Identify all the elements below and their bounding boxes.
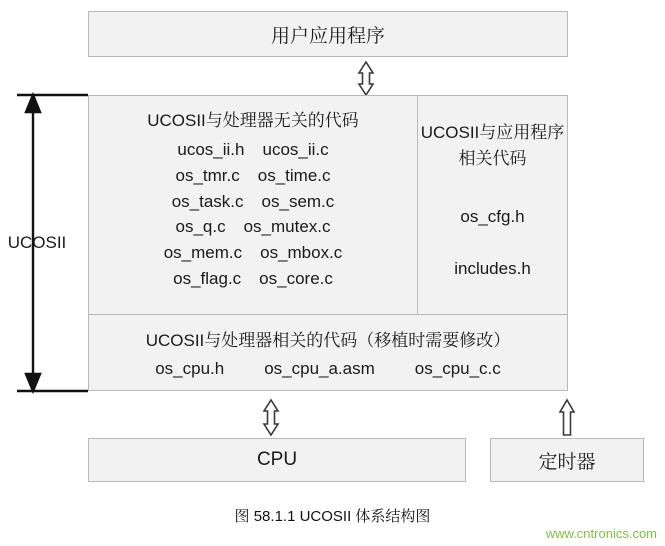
figure-caption: 图 58.1.1 UCOSII 体系结构图 [234, 508, 431, 525]
file-name: os_q.c [175, 217, 226, 237]
ucosii-kernel-block [88, 95, 568, 391]
file-name: ucos_ii.h [177, 140, 245, 159]
file-name: os_cfg.h [460, 206, 525, 226]
cpu-label: CPU [256, 449, 298, 470]
timer-box [490, 438, 644, 482]
file-row [89, 189, 417, 215]
application-related-title [421, 120, 565, 173]
application-related-title-line2: 相关代码 [458, 149, 527, 169]
file-name: os_cpu_a.asm [264, 359, 375, 378]
file-name: os_core.c [259, 269, 333, 289]
file-name: os_cpu.h [155, 359, 225, 378]
file-name: os_time.c [257, 165, 331, 185]
file-name: os_tmr.c [175, 165, 240, 185]
processor-independent-title: UCOSII与处理器无关的代码 [147, 111, 359, 130]
watermark-text: www.cntronics.com [545, 526, 657, 541]
file-row [89, 163, 417, 189]
file-row [89, 137, 417, 163]
file-name: includes.h [454, 258, 531, 278]
user-application-box [88, 11, 568, 57]
processor-independent-panel [89, 96, 418, 315]
timer-label: 定时器 [538, 451, 596, 473]
processor-related-files [155, 359, 501, 379]
file-name: os_cpu_c.c [414, 359, 501, 378]
ucosii-bracket-label: UCOSII [7, 233, 67, 252]
user-application-label: 用户应用程序 [270, 25, 385, 47]
file-name: os_sem.c [261, 191, 335, 211]
file-name: os_task.c [171, 191, 244, 211]
application-related-title-line1: UCOSII与应用程序 [420, 123, 565, 142]
file-name: os_flag.c [173, 269, 242, 289]
file-name: os_mem.c [163, 243, 243, 263]
file-name: os_mutex.c [243, 217, 331, 237]
cpu-box [88, 438, 466, 482]
file-name: os_mbox.c [260, 243, 343, 263]
processor-related-title: UCOSII与处理器相关的代码（移植时需要修改） [145, 331, 511, 350]
file-row [89, 214, 417, 240]
processor-related-panel [89, 315, 567, 390]
file-row [89, 240, 417, 266]
application-related-panel [418, 96, 567, 315]
file-row [89, 266, 417, 292]
file-name: ucos_ii.c [262, 140, 329, 159]
